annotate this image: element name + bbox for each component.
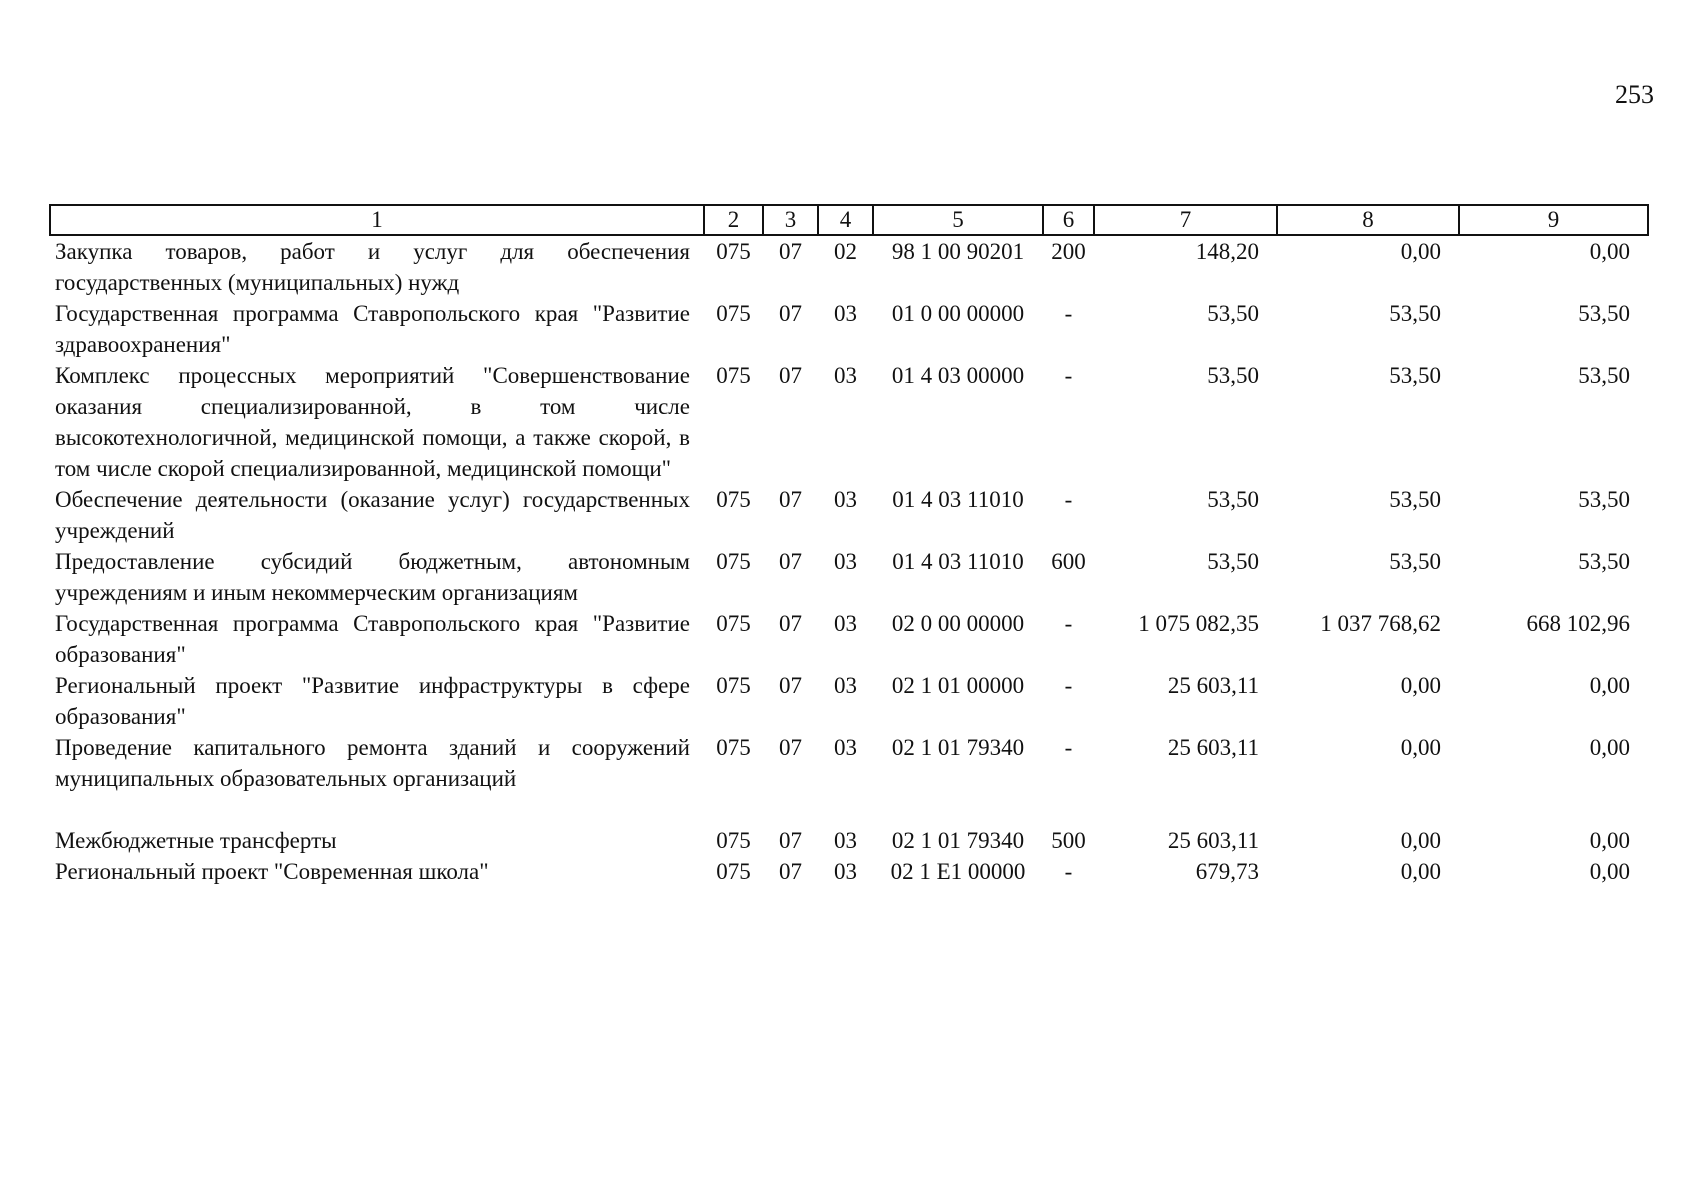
cell-target-article: 01 4 03 11010 <box>892 487 1024 512</box>
cell-amount-8: 53,50 <box>1389 549 1441 574</box>
cell-amount-7: 53,50 <box>1207 363 1259 388</box>
cell-section: 07 <box>779 611 802 636</box>
cell-amount-8: 0,00 <box>1400 239 1441 264</box>
cell-expense-type: - <box>1064 673 1073 698</box>
cell-section: 07 <box>779 549 802 574</box>
table-row <box>50 360 1648 484</box>
cell-expense-type: - <box>1064 735 1073 760</box>
cell-ministry-code: 075 <box>716 611 751 636</box>
column-header: 2 <box>704 205 763 235</box>
table-row <box>50 546 1648 608</box>
cell-target-article: 01 4 03 11010 <box>892 549 1024 574</box>
row-name: Предоставление субсидий бюджетным, автономным учреждениям и иным некоммерческим организациям <box>55 549 690 605</box>
cell-subsection: 03 <box>834 549 857 574</box>
cell-section: 07 <box>779 673 802 698</box>
cell-expense-type: - <box>1064 859 1073 884</box>
cell-amount-8: 0,00 <box>1400 859 1441 884</box>
cell-amount-9: 53,50 <box>1578 487 1630 512</box>
table-row <box>50 298 1648 360</box>
cell-ministry-code: 075 <box>716 828 751 853</box>
cell-expense-type: 500 <box>1051 828 1086 853</box>
cell-amount-8: 53,50 <box>1389 487 1441 512</box>
cell-subsection: 03 <box>834 301 857 326</box>
cell-amount-9: 53,50 <box>1578 301 1630 326</box>
cell-amount-9: 0,00 <box>1589 735 1630 760</box>
row-name: Региональный проект "Развитие инфраструктуры в сфере образования" <box>55 673 690 729</box>
cell-target-article: 02 1 01 79340 <box>891 735 1025 760</box>
cell-amount-7: 53,50 <box>1207 549 1259 574</box>
cell-amount-7: 25 603,11 <box>1167 673 1259 698</box>
cell-amount-7: 25 603,11 <box>1167 828 1259 853</box>
cell-amount-7: 53,50 <box>1207 301 1259 326</box>
column-header: 4 <box>818 205 873 235</box>
cell-expense-type: 200 <box>1051 239 1086 264</box>
cell-amount-7: 1 075 082,35 <box>1138 611 1259 636</box>
column-header: 5 <box>873 205 1043 235</box>
cell-target-article: 02 1 01 79340 <box>891 828 1025 853</box>
cell-expense-type: - <box>1064 611 1073 636</box>
cell-amount-9: 0,00 <box>1589 859 1630 884</box>
cell-ministry-code: 075 <box>716 301 751 326</box>
cell-ministry-code: 075 <box>716 239 751 264</box>
cell-target-article: 01 0 00 00000 <box>891 301 1025 326</box>
row-name: Межбюджетные трансферты <box>55 828 337 853</box>
cell-target-article: 02 1 01 00000 <box>891 673 1025 698</box>
cell-target-article: 01 4 03 00000 <box>891 363 1025 388</box>
cell-expense-type: - <box>1064 301 1073 326</box>
row-name: Государственная программа Ставропольского края "Развитие образования" <box>55 611 690 667</box>
cell-ministry-code: 075 <box>716 549 751 574</box>
cell-amount-8: 0,00 <box>1400 828 1441 853</box>
budget-table <box>49 204 1649 887</box>
cell-target-article: 02 1 E1 00000 <box>890 859 1026 884</box>
cell-expense-type: 600 <box>1051 549 1086 574</box>
cell-section: 07 <box>779 859 802 884</box>
cell-amount-9: 668 102,96 <box>1526 611 1630 636</box>
row-name: Закупка товаров, работ и услуг для обеспечения государственных (муниципальных) нужд <box>55 239 690 295</box>
cell-ministry-code: 075 <box>716 487 751 512</box>
cell-amount-9: 0,00 <box>1589 828 1630 853</box>
cell-amount-9: 0,00 <box>1589 239 1630 264</box>
table-row <box>50 235 1648 298</box>
cell-amount-8: 0,00 <box>1400 735 1441 760</box>
table-row <box>50 732 1648 794</box>
cell-amount-9: 53,50 <box>1578 549 1630 574</box>
column-header: 1 <box>50 205 704 235</box>
cell-subsection: 03 <box>834 611 857 636</box>
cell-amount-7: 679,73 <box>1195 859 1259 884</box>
cell-section: 07 <box>779 363 802 388</box>
cell-amount-8: 0,00 <box>1400 673 1441 698</box>
cell-subsection: 02 <box>834 239 857 264</box>
cell-subsection: 03 <box>834 828 857 853</box>
cell-amount-7: 148,20 <box>1195 239 1259 264</box>
cell-target-article: 02 0 00 00000 <box>891 611 1025 636</box>
column-header: 8 <box>1277 205 1459 235</box>
row-name: Обеспечение деятельности (оказание услуг) государственных учреждений <box>55 487 690 543</box>
cell-subsection: 03 <box>834 735 857 760</box>
table-row <box>50 856 1648 887</box>
page-number: 253 <box>1615 80 1654 109</box>
cell-expense-type: - <box>1064 487 1073 512</box>
row-name: Региональный проект "Современная школа" <box>55 859 489 884</box>
cell-amount-8: 53,50 <box>1389 301 1441 326</box>
cell-target-article: 98 1 00 90201 <box>891 239 1025 264</box>
cell-ministry-code: 075 <box>716 673 751 698</box>
table-header-row <box>50 205 1648 235</box>
column-header: 6 <box>1043 205 1094 235</box>
cell-amount-9: 53,50 <box>1578 363 1630 388</box>
column-header: 3 <box>763 205 818 235</box>
row-name: Комплекс процессных мероприятий "Совершенствование оказания специализированной, в том числе высокотехнологичной, медицинской помощи, а также скорой, в том числе скорой специализированной, медицинской помощи" <box>55 363 690 481</box>
cell-subsection: 03 <box>834 673 857 698</box>
cell-amount-7: 53,50 <box>1207 487 1259 512</box>
cell-amount-7: 25 603,11 <box>1167 735 1259 760</box>
cell-section: 07 <box>779 239 802 264</box>
row-name: Проведение капитального ремонта зданий и сооружений муниципальных образовательных организаций <box>55 735 690 791</box>
cell-ministry-code: 075 <box>716 363 751 388</box>
table-row <box>50 794 1648 856</box>
cell-amount-9: 0,00 <box>1589 673 1630 698</box>
row-name: Государственная программа Ставропольского края "Развитие здравоохранения" <box>55 301 690 357</box>
table-row <box>50 608 1648 670</box>
cell-amount-8: 53,50 <box>1389 363 1441 388</box>
column-header: 9 <box>1459 205 1648 235</box>
cell-section: 07 <box>779 735 802 760</box>
cell-section: 07 <box>779 301 802 326</box>
cell-section: 07 <box>779 487 802 512</box>
table-row <box>50 670 1648 732</box>
cell-section: 07 <box>779 828 802 853</box>
cell-subsection: 03 <box>834 487 857 512</box>
cell-ministry-code: 075 <box>716 735 751 760</box>
cell-subsection: 03 <box>834 859 857 884</box>
cell-subsection: 03 <box>834 363 857 388</box>
table-row <box>50 484 1648 546</box>
column-header: 7 <box>1094 205 1277 235</box>
cell-expense-type: - <box>1064 363 1073 388</box>
cell-amount-8: 1 037 768,62 <box>1320 611 1441 636</box>
cell-ministry-code: 075 <box>716 859 751 884</box>
